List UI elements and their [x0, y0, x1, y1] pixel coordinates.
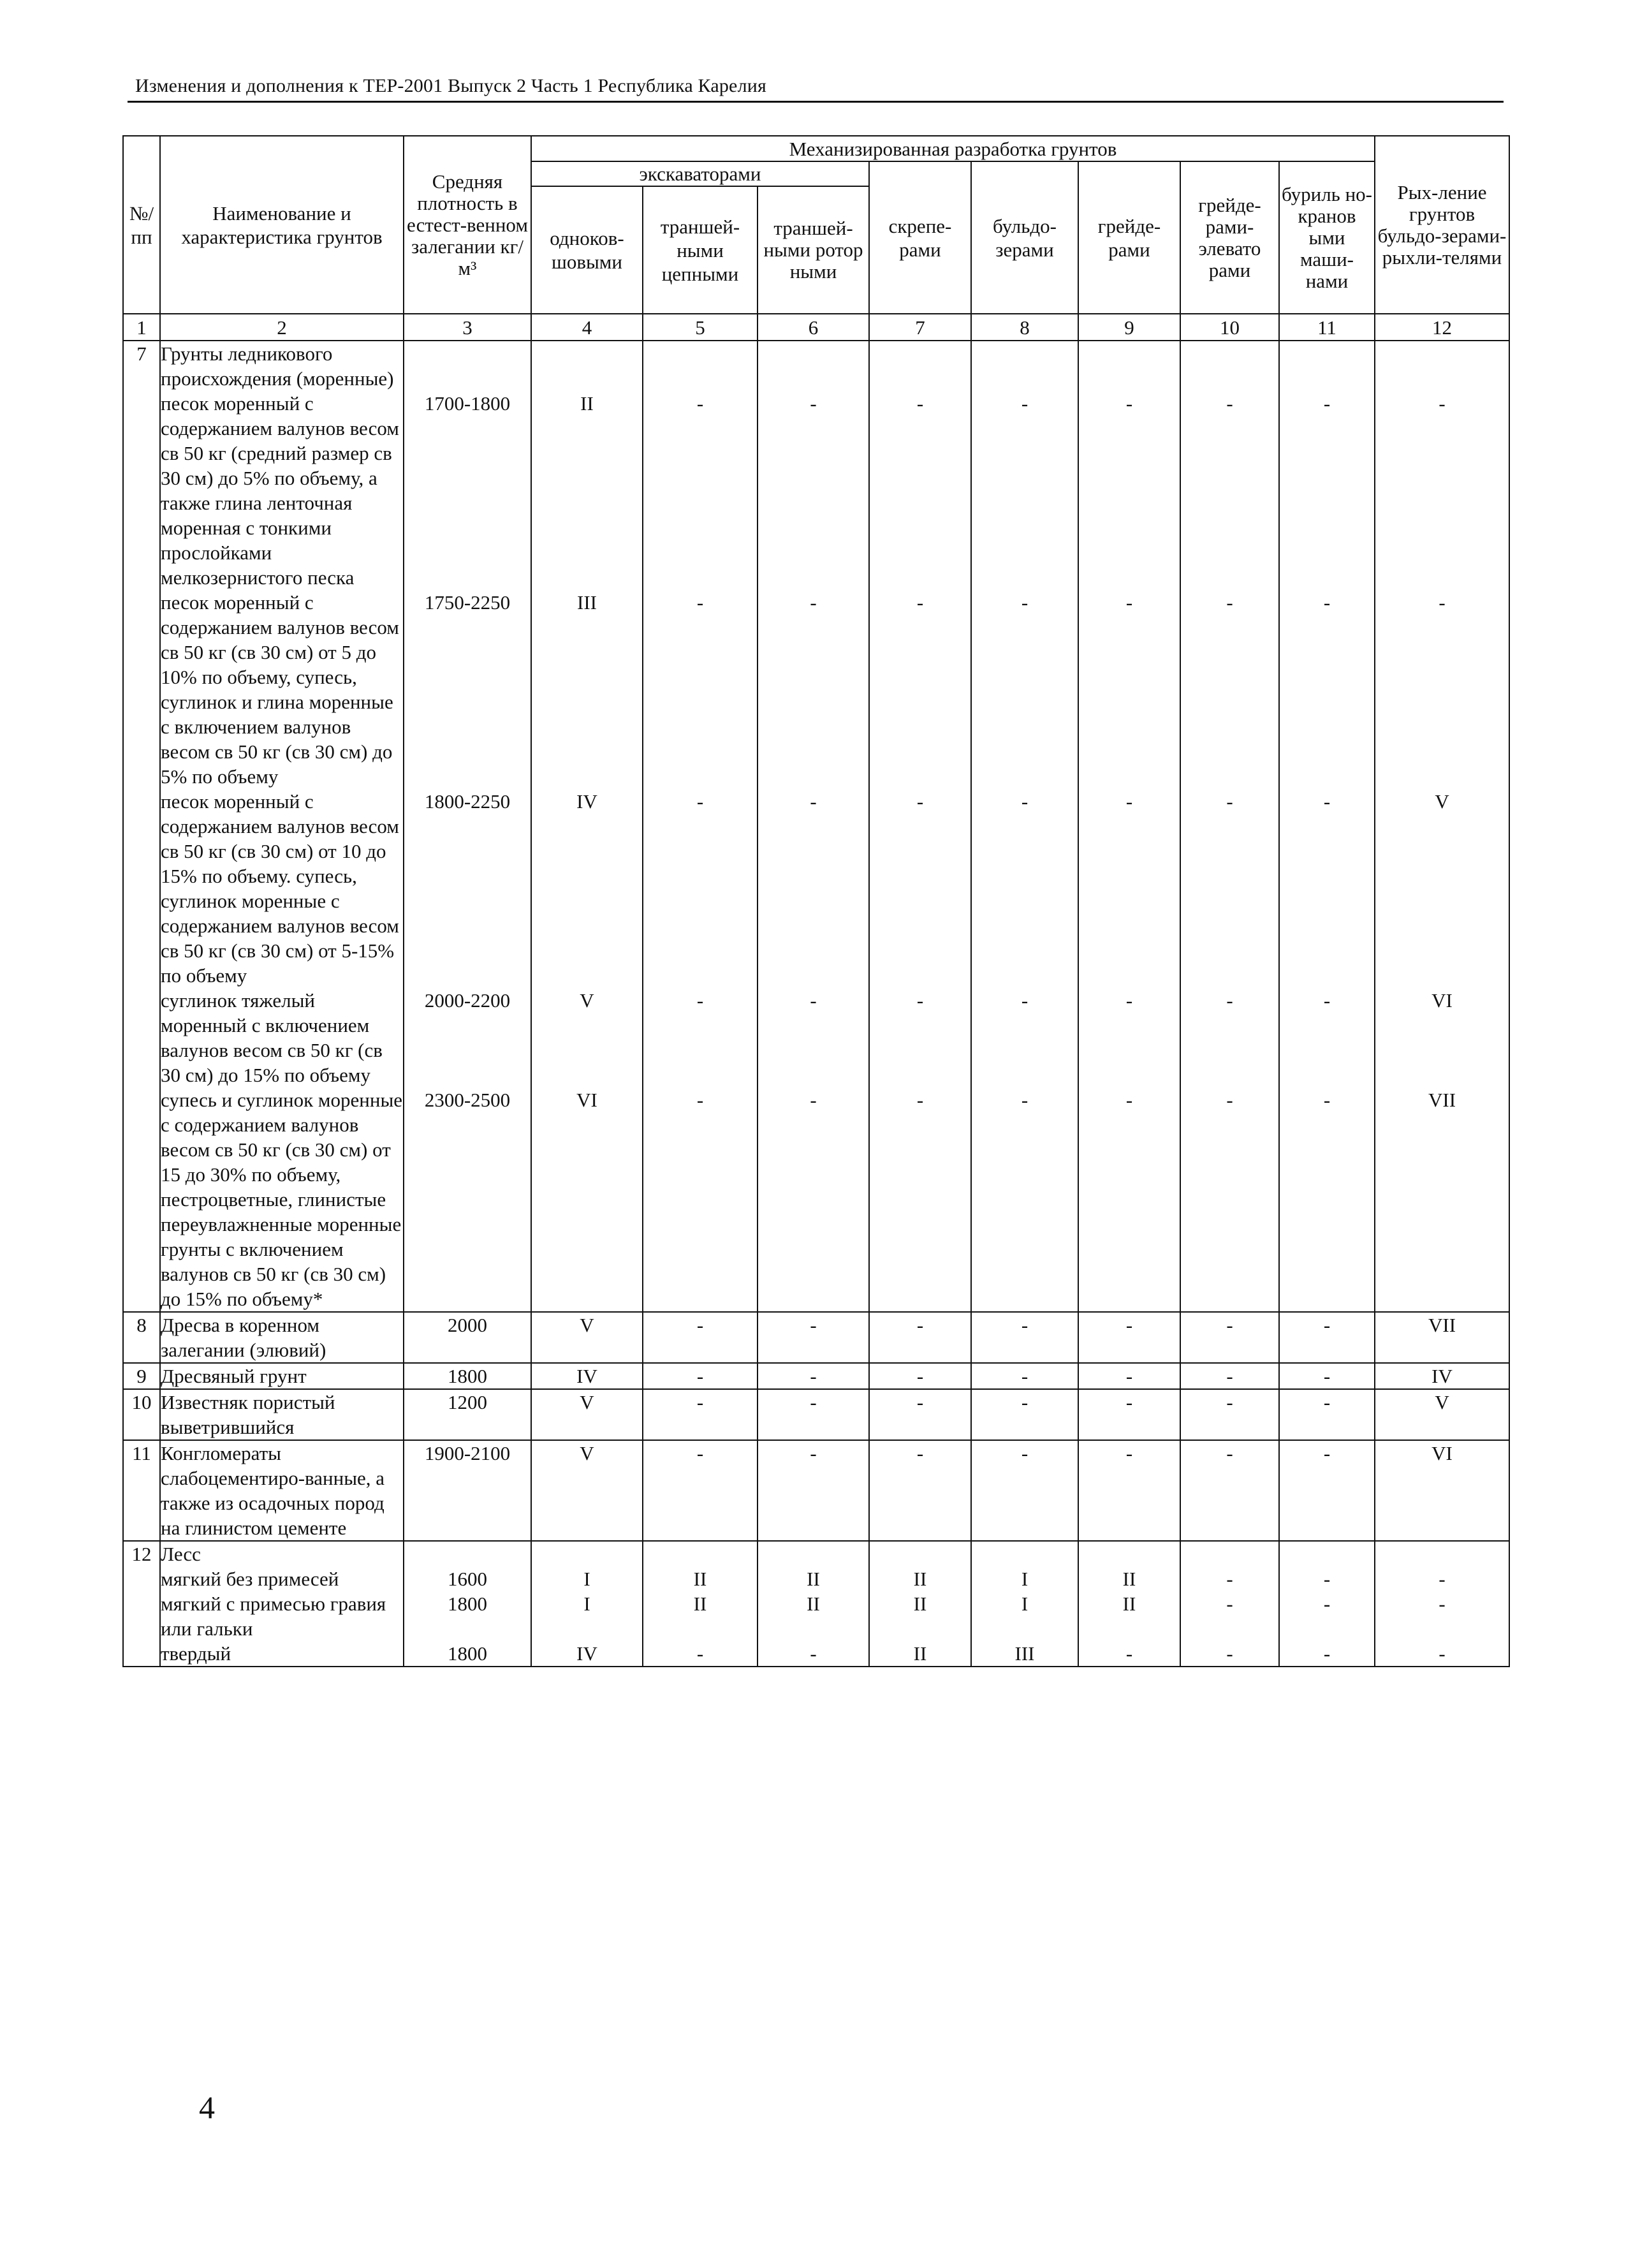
- category-cell: -: [1180, 391, 1279, 590]
- category-cell: -: [1279, 391, 1375, 590]
- category-cell: -: [643, 391, 758, 590]
- row-number: 9: [123, 1363, 160, 1389]
- category-cell: -: [971, 1312, 1078, 1363]
- category-cell: [971, 1541, 1078, 1566]
- category-cell: II: [1078, 1566, 1180, 1591]
- page-header: Изменения и дополнения к ТЕР-2001 Выпуск 2 Часть 1 Республика Карелия: [135, 75, 767, 96]
- category-cell: VII: [1375, 1087, 1509, 1312]
- header-col4: одноков-шовыми: [531, 186, 643, 314]
- table-row: [123, 1566, 1509, 1591]
- category-cell: -: [643, 988, 758, 1087]
- category-cell: [1375, 1541, 1509, 1566]
- category-cell: -: [1279, 1591, 1375, 1641]
- category-cell: -: [1279, 1312, 1375, 1363]
- table-row: [123, 1440, 1509, 1541]
- category-cell: -: [1279, 1566, 1375, 1591]
- category-cell: II: [758, 1591, 869, 1641]
- category-cell: -: [1279, 1440, 1375, 1541]
- category-cell: -: [1279, 1363, 1375, 1389]
- category-cell: -: [758, 1641, 869, 1667]
- category-cell: V: [531, 988, 643, 1087]
- row-number: 12: [123, 1541, 160, 1566]
- col-number: 11: [1279, 314, 1375, 341]
- col-number: 1: [123, 314, 160, 341]
- category-cell: IV: [531, 789, 643, 988]
- soil-description: песок моренный с содержанием валунов весом св 50 кг (св 30 см) от 10 до 15% по объему. супесь, суглинок моренные с содержанием валунов весом св 50 кг (св 30 см) от 5-15% по объему: [160, 789, 404, 988]
- category-cell: -: [758, 988, 869, 1087]
- table-row: [123, 1087, 1509, 1312]
- category-cell: VI: [1375, 1440, 1509, 1541]
- soil-description: Дресвяный грунт: [160, 1363, 404, 1389]
- soil-description: супесь и суглинок моренные с содержанием валунов весом св 50 кг (св 30 см) от 15 до 30% по объему, пестроцветные, глинистые переувлажненные моренные грунты с включением валунов св 50 кг (св 30 см) до 15% по объему*: [160, 1087, 404, 1312]
- category-cell: V: [531, 1389, 643, 1440]
- category-cell: -: [971, 391, 1078, 590]
- header-col7: скрепе-рами: [869, 161, 971, 314]
- table-row: [123, 341, 1509, 391]
- category-cell: -: [869, 1087, 971, 1312]
- category-cell: -: [1180, 1363, 1279, 1389]
- category-cell: -: [971, 988, 1078, 1087]
- category-cell: -: [971, 789, 1078, 988]
- category-cell: -: [643, 590, 758, 789]
- category-cell: -: [971, 1440, 1078, 1541]
- soil-description: Лесс: [160, 1541, 404, 1566]
- category-cell: [1078, 341, 1180, 391]
- soil-density: 2000-2200: [404, 988, 531, 1087]
- col-number: 6: [758, 314, 869, 341]
- category-cell: -: [869, 1363, 971, 1389]
- category-cell: II: [758, 1566, 869, 1591]
- category-cell: -: [1078, 1363, 1180, 1389]
- category-cell: V: [531, 1312, 643, 1363]
- category-cell: V: [1375, 1389, 1509, 1440]
- header-col10: грейде-рами-элевато рами: [1180, 161, 1279, 314]
- category-cell: -: [643, 789, 758, 988]
- soil-density: 1800: [404, 1363, 531, 1389]
- category-cell: -: [758, 1363, 869, 1389]
- row-number: 10: [123, 1389, 160, 1440]
- category-cell: -: [1180, 1440, 1279, 1541]
- category-cell: [1078, 1541, 1180, 1566]
- category-cell: -: [643, 1641, 758, 1667]
- category-cell: -: [1180, 590, 1279, 789]
- category-cell: -: [1078, 1641, 1180, 1667]
- soil-density: 1800: [404, 1591, 531, 1641]
- category-cell: [1180, 1541, 1279, 1566]
- category-cell: -: [1180, 1566, 1279, 1591]
- category-cell: -: [758, 391, 869, 590]
- row-number: [123, 1087, 160, 1312]
- category-cell: -: [869, 1440, 971, 1541]
- category-cell: I: [531, 1591, 643, 1641]
- category-cell: I: [971, 1591, 1078, 1641]
- category-cell: VI: [531, 1087, 643, 1312]
- category-cell: -: [1180, 1389, 1279, 1440]
- col-number: 3: [404, 314, 531, 341]
- category-cell: -: [758, 1312, 869, 1363]
- category-cell: [869, 1541, 971, 1566]
- category-cell: -: [1279, 1641, 1375, 1667]
- category-cell: -: [643, 1087, 758, 1312]
- row-number: [123, 1566, 160, 1591]
- row-number: [123, 590, 160, 789]
- row-number: [123, 391, 160, 590]
- category-cell: I: [531, 1566, 643, 1591]
- category-cell: -: [758, 1440, 869, 1541]
- col-number: 4: [531, 314, 643, 341]
- category-cell: -: [869, 789, 971, 988]
- soil-density: [404, 1541, 531, 1566]
- category-cell: II: [869, 1591, 971, 1641]
- row-number: [123, 789, 160, 988]
- row-number: [123, 1591, 160, 1641]
- soil-description: Дресва в коренном залегании (элювий): [160, 1312, 404, 1363]
- category-cell: IV: [531, 1641, 643, 1667]
- table-body: [123, 341, 1509, 1667]
- row-number: 11: [123, 1440, 160, 1541]
- category-cell: [1375, 341, 1509, 391]
- soil-classification-table: [122, 135, 1510, 1667]
- col-number: 12: [1375, 314, 1509, 341]
- header-col9: грейде-рами: [1078, 161, 1180, 314]
- header-num: №/ пп: [123, 136, 160, 314]
- category-cell: [758, 1541, 869, 1566]
- col-number: 2: [160, 314, 404, 341]
- row-number: [123, 988, 160, 1087]
- soil-density: 1750-2250: [404, 590, 531, 789]
- soil-density: 1200: [404, 1389, 531, 1440]
- header-col11: буриль но-кранов ыми маши-нами: [1279, 161, 1375, 314]
- col-number: 5: [643, 314, 758, 341]
- table-row: [123, 1389, 1509, 1440]
- category-cell: I: [971, 1566, 1078, 1591]
- soil-description: Грунты ледникового происхождения (моренные): [160, 341, 404, 391]
- category-cell: -: [1279, 988, 1375, 1087]
- category-cell: -: [1279, 590, 1375, 789]
- category-cell: -: [1180, 1641, 1279, 1667]
- category-cell: -: [1180, 789, 1279, 988]
- category-cell: -: [758, 1389, 869, 1440]
- header-mechanized: Механизированная разработка грунтов: [531, 136, 1375, 161]
- category-cell: -: [1375, 391, 1509, 590]
- soil-description: Известняк пористый выветрившийся: [160, 1389, 404, 1440]
- table-row: [123, 988, 1509, 1087]
- category-cell: -: [1180, 1087, 1279, 1312]
- category-cell: -: [1078, 988, 1180, 1087]
- category-cell: II: [869, 1566, 971, 1591]
- soil-description: песок моренный с содержанием валунов весом св 50 кг (св 30 см) от 5 до 10% по объему, супесь, суглинок и глина моренные с включением валунов весом св 50 кг (св 30 см) до 5% по объему: [160, 590, 404, 789]
- table-row: [123, 1541, 1509, 1566]
- col-number: 8: [971, 314, 1078, 341]
- category-cell: [869, 341, 971, 391]
- category-cell: -: [1279, 1389, 1375, 1440]
- category-cell: -: [1279, 1087, 1375, 1312]
- table-row: [123, 1363, 1509, 1389]
- category-cell: -: [1375, 1591, 1509, 1641]
- category-cell: -: [971, 1363, 1078, 1389]
- category-cell: -: [643, 1312, 758, 1363]
- category-cell: -: [1078, 1312, 1180, 1363]
- table-row: [123, 1312, 1509, 1363]
- category-cell: V: [531, 1440, 643, 1541]
- soil-density: 1900-2100: [404, 1440, 531, 1541]
- category-cell: -: [971, 590, 1078, 789]
- row-number: [123, 1641, 160, 1667]
- category-cell: [531, 341, 643, 391]
- category-cell: -: [1279, 789, 1375, 988]
- soil-density: 2000: [404, 1312, 531, 1363]
- category-cell: -: [643, 1440, 758, 1541]
- category-cell: II: [531, 391, 643, 590]
- header-density: Средняя плотность в естест-венном залегании кг/м³: [404, 136, 531, 314]
- category-cell: VI: [1375, 988, 1509, 1087]
- category-cell: -: [758, 590, 869, 789]
- soil-description: твердый: [160, 1641, 404, 1667]
- col-number: 9: [1078, 314, 1180, 341]
- soil-density: 2300-2500: [404, 1087, 531, 1312]
- category-cell: V: [1375, 789, 1509, 988]
- header-col5: траншей-ными цепными: [643, 186, 758, 314]
- category-cell: VII: [1375, 1312, 1509, 1363]
- soil-description: песок моренный с содержанием валунов весом св 50 кг (средний размер св 30 см) до 5% по объему, а также глина ленточная моренная с тонкими прослойками мелкозернистого песка: [160, 391, 404, 590]
- category-cell: [1279, 341, 1375, 391]
- soil-density: 1800-2250: [404, 789, 531, 988]
- table-row: [123, 1641, 1509, 1667]
- category-cell: -: [1375, 590, 1509, 789]
- category-cell: -: [1180, 1312, 1279, 1363]
- category-cell: [643, 1541, 758, 1566]
- row-number: 7: [123, 341, 160, 391]
- table-row: [123, 590, 1509, 789]
- category-cell: [643, 341, 758, 391]
- soil-description: мягкий с примесью гравия или гальки: [160, 1591, 404, 1641]
- category-cell: IV: [531, 1363, 643, 1389]
- category-cell: -: [869, 988, 971, 1087]
- category-cell: -: [1375, 1641, 1509, 1667]
- header-excavators: экскаваторами: [531, 161, 869, 186]
- soil-density: [404, 341, 531, 391]
- category-cell: -: [1078, 789, 1180, 988]
- header-divider: [128, 101, 1504, 103]
- category-cell: -: [1180, 988, 1279, 1087]
- category-cell: -: [643, 1363, 758, 1389]
- category-cell: -: [869, 1389, 971, 1440]
- category-cell: -: [971, 1087, 1078, 1312]
- page-number: 4: [199, 2089, 215, 2125]
- category-cell: -: [1078, 1087, 1180, 1312]
- category-cell: II: [643, 1566, 758, 1591]
- category-cell: [1180, 341, 1279, 391]
- header-col8: бульдо-зерами: [971, 161, 1078, 314]
- soil-density: 1700-1800: [404, 391, 531, 590]
- category-cell: [1279, 1541, 1375, 1566]
- category-cell: -: [869, 391, 971, 590]
- header-name: Наименование и характеристика грунтов: [160, 136, 404, 314]
- category-cell: -: [971, 1389, 1078, 1440]
- category-cell: -: [643, 1389, 758, 1440]
- category-cell: -: [1078, 391, 1180, 590]
- row-number: 8: [123, 1312, 160, 1363]
- soil-density: 1800: [404, 1641, 531, 1667]
- table-row: [123, 391, 1509, 590]
- col-number: 7: [869, 314, 971, 341]
- category-cell: II: [1078, 1591, 1180, 1641]
- category-cell: -: [758, 789, 869, 988]
- table-row: [123, 789, 1509, 988]
- category-cell: III: [971, 1641, 1078, 1667]
- category-cell: -: [1078, 1389, 1180, 1440]
- table-row: [123, 1591, 1509, 1641]
- soil-density: 1600: [404, 1566, 531, 1591]
- col-number: 10: [1180, 314, 1279, 341]
- category-cell: -: [869, 590, 971, 789]
- category-cell: -: [1375, 1566, 1509, 1591]
- header-col12: Рых-ление грунтов бульдо-зерами-рыхли-телями: [1375, 136, 1509, 314]
- category-cell: IV: [1375, 1363, 1509, 1389]
- category-cell: -: [758, 1087, 869, 1312]
- soil-description: суглинок тяжелый моренный с включением валунов весом св 50 кг (св 30 см) до 15% по объему: [160, 988, 404, 1087]
- column-number-row: [123, 314, 1509, 341]
- category-cell: -: [1078, 590, 1180, 789]
- category-cell: -: [1180, 1591, 1279, 1641]
- category-cell: [758, 341, 869, 391]
- category-cell: [971, 341, 1078, 391]
- category-cell: -: [1078, 1440, 1180, 1541]
- soil-description: мягкий без примесей: [160, 1566, 404, 1591]
- category-cell: [531, 1541, 643, 1566]
- category-cell: III: [531, 590, 643, 789]
- category-cell: II: [869, 1641, 971, 1667]
- category-cell: -: [869, 1312, 971, 1363]
- header-col6: траншей-ными ротор ными: [758, 186, 869, 314]
- soil-description: Конгломераты слабоцементиро-ванные, а также из осадочных пород на глинистом цементе: [160, 1440, 404, 1541]
- category-cell: II: [643, 1591, 758, 1641]
